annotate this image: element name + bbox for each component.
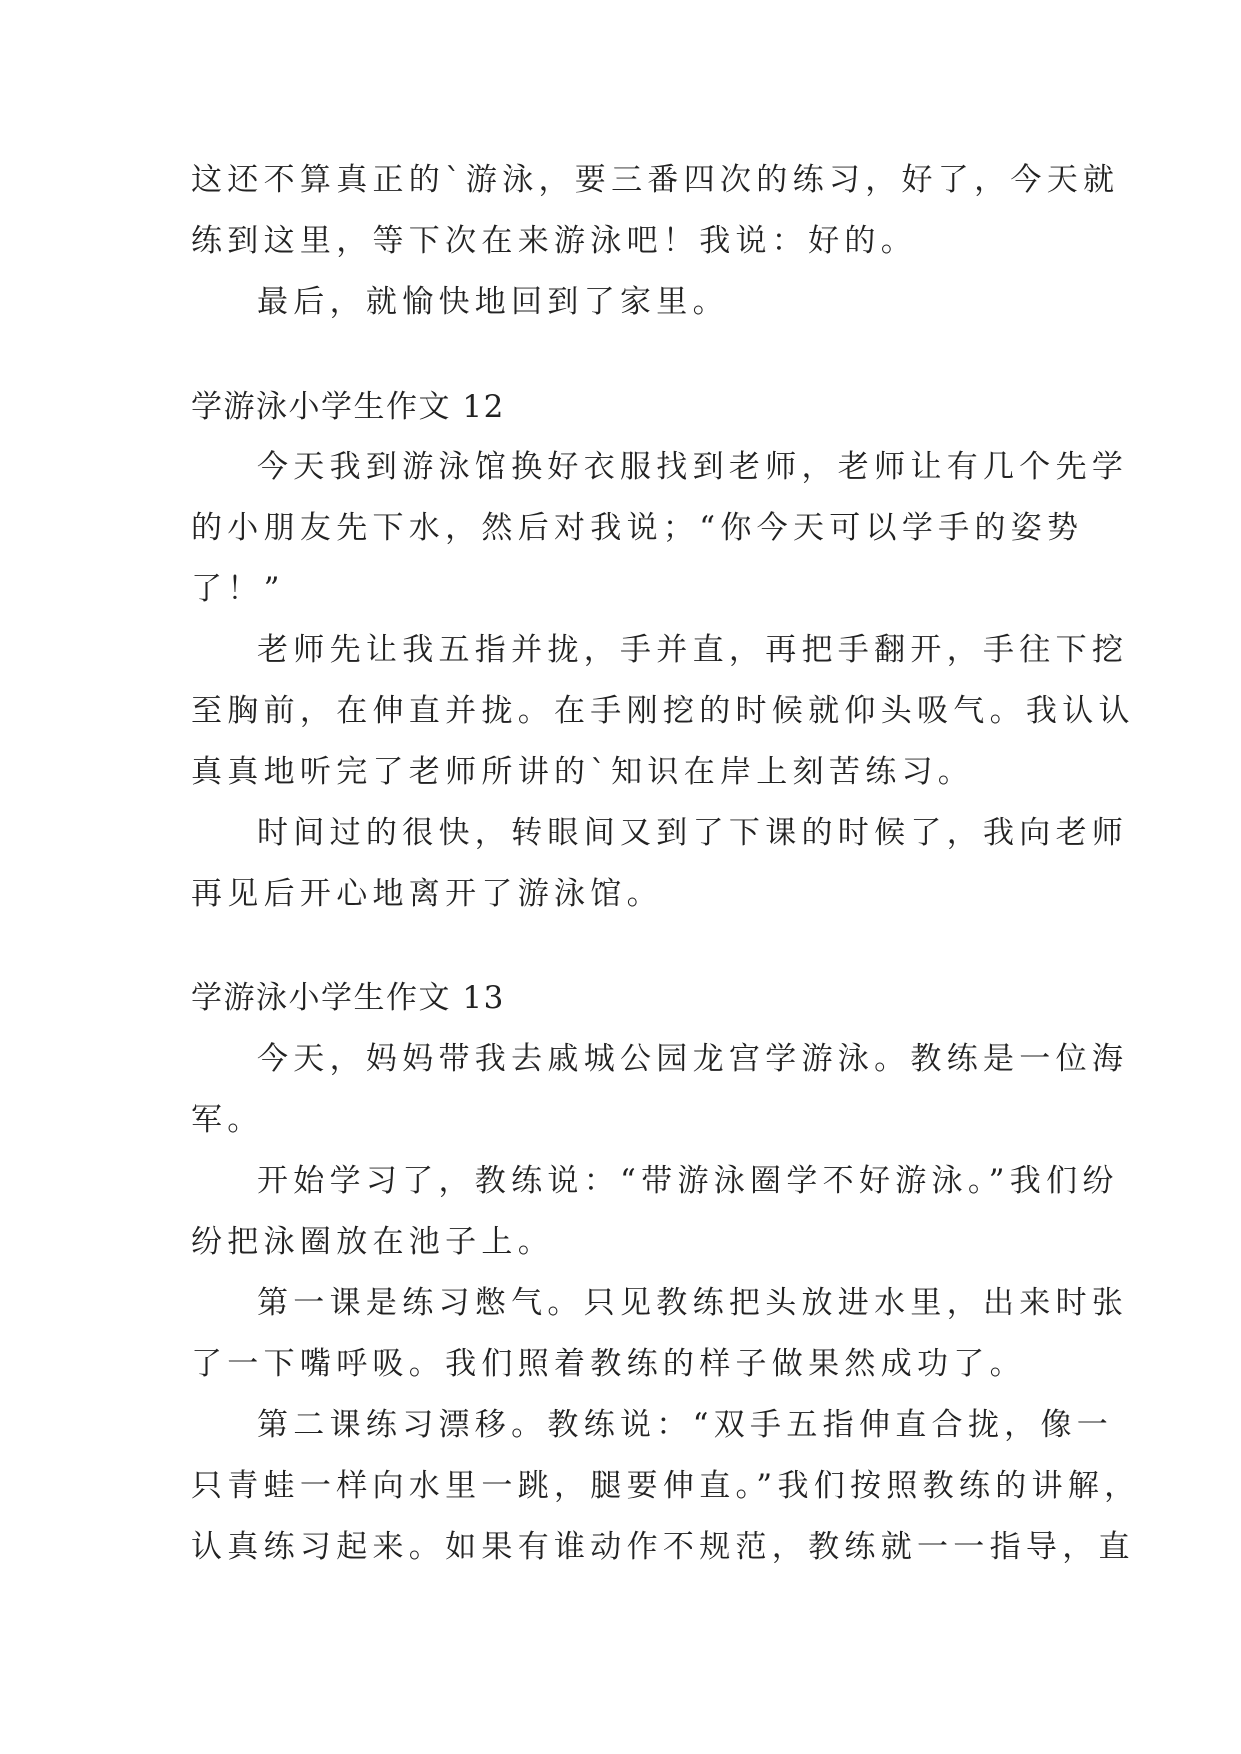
paragraph-line: 真真地听完了老师所讲的`知识在岸上刻苦练习。 [191,754,975,790]
paragraph-line: 老师先让我五指并拢，手并直，再把手翻开，手往下挖 [257,632,1129,668]
paragraph-line: 时间过的很快，转眼间又到了下课的时候了，我向老师 [257,815,1129,851]
paragraph-line: 这还不算真正的`游泳，要三番四次的练习，好了，今天就 [191,162,1120,198]
paragraph-line: 的小朋友先下水，然后对我说；“你今天可以学手的姿势 [191,510,1084,546]
paragraph-line: 再见后开心地离开了游泳馆。 [191,876,663,912]
paragraph-line: 纷把泳圈放在池子上。 [191,1224,554,1260]
paragraph-line: 第二课练习漂移。教练说：“双手五指伸直合拢，像一 [257,1407,1114,1443]
paragraph-line: 最后，就愉快地回到了家里。 [257,284,729,320]
paragraph-line: 今天我到游泳馆换好衣服找到老师，老师让有几个先学 [257,449,1129,485]
section-heading: 学游泳小学生作文 13 [191,980,505,1016]
paragraph-line: 认真练习起来。如果有谁动作不规范，教练就一一指导，直 [191,1529,1135,1565]
paragraph-line: 开始学习了，教练说：“带游泳圈学不好游泳。”我们纷 [257,1163,1119,1199]
paragraph-line: 军。 [191,1102,264,1138]
paragraph-line: 今天，妈妈带我去戚城公园龙宫学游泳。教练是一位海 [257,1041,1129,1077]
paragraph-line: 第一课是练习憋气。只见教练把头放进水里，出来时张 [257,1285,1129,1321]
paragraph-line: 只青蛙一样向水里一跳，腿要伸直。”我们按照教练的讲解， [191,1468,1141,1504]
paragraph-line: 了！” [191,571,285,607]
paragraph-line: 了一下嘴呼吸。我们照着教练的样子做果然成功了。 [191,1346,1026,1382]
section-heading: 学游泳小学生作文 12 [191,389,505,425]
paragraph-line: 至胸前，在伸直并拢。在手刚挖的时候就仰头吸气。我认认 [191,693,1135,729]
paragraph-line: 练到这里，等下次在来游泳吧！我说：好的。 [191,223,917,259]
